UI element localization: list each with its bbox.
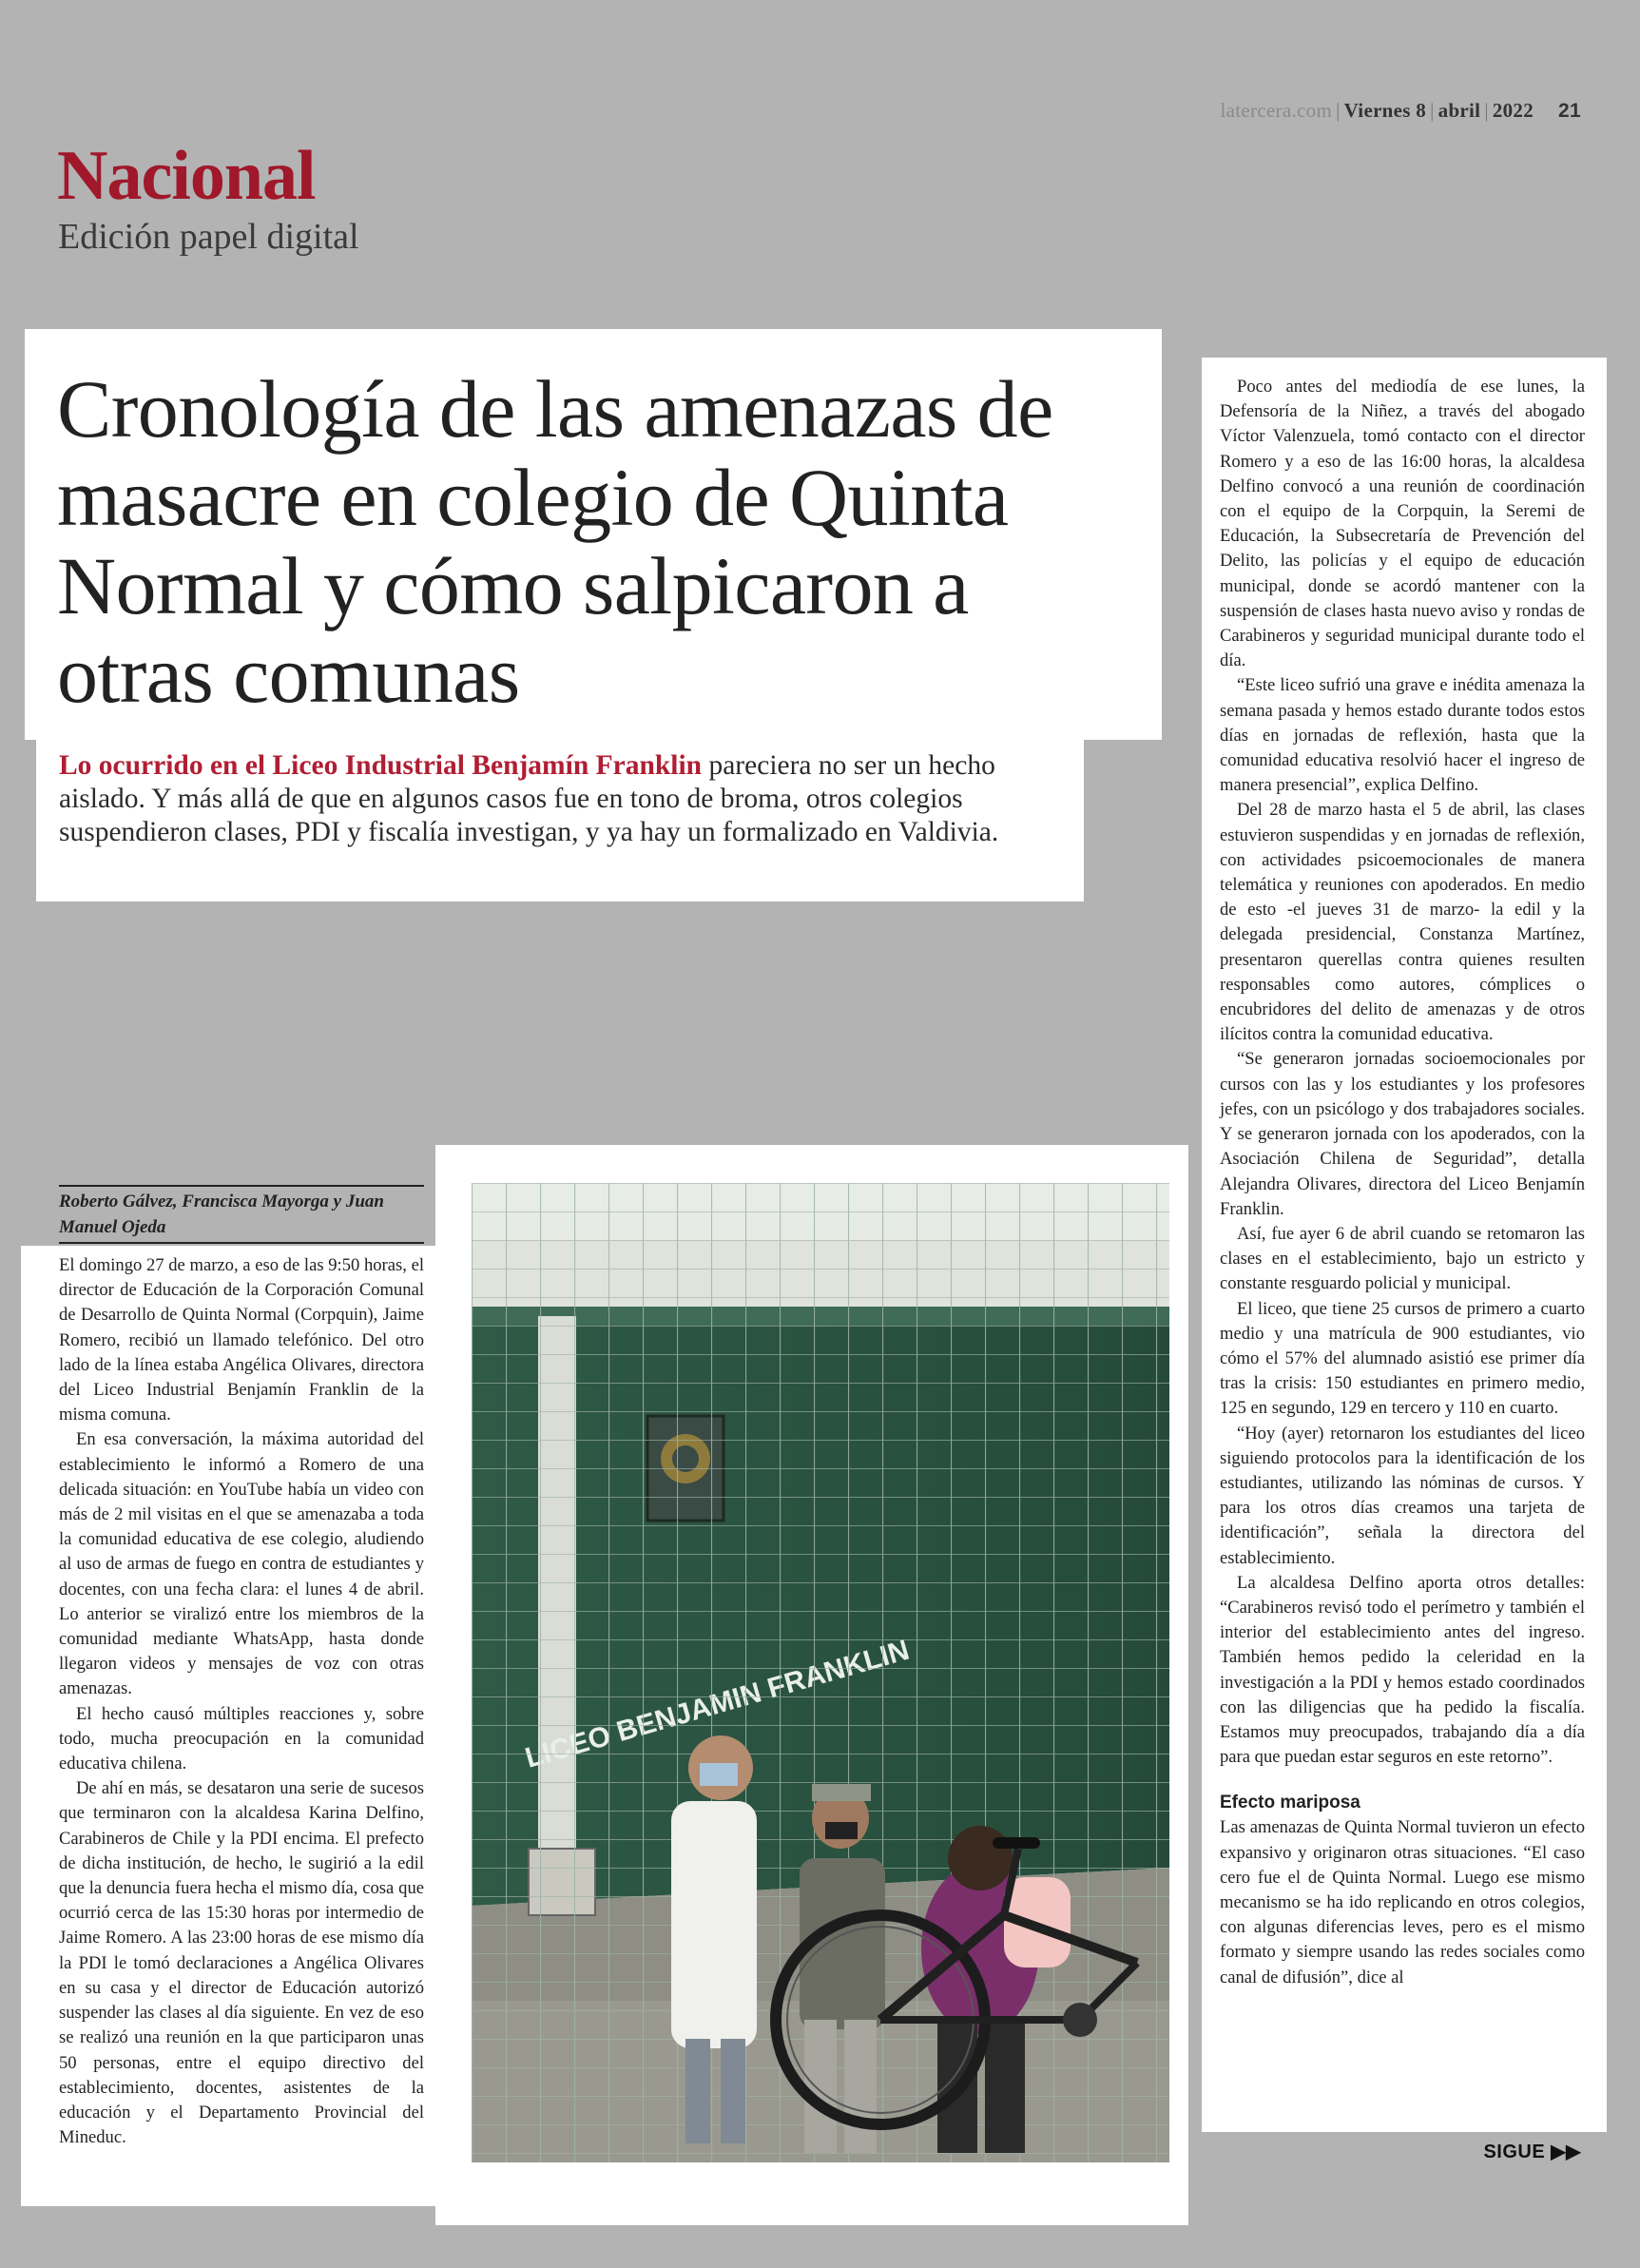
byline: Roberto Gálvez, Francisca Mayorga y Juan Manuel Ojeda [59,1185,424,1244]
article-photo [472,1183,1169,2162]
article-headline: Cronología de las amenazas de masacre en colegio de Quinta Normal y cómo salpicaron a otras comunas [57,363,1053,720]
paragraph: Así, fue ayer 6 de abril cuando se retomaron las clases en el establecimiento, bajo un estricto y constante resguardo policial y municipal. [1220,1223,1585,1294]
left-column [59,1253,424,2150]
paragraph: De ahí en más, se desataron una serie de sucesos que terminaron con la alcaldesa Karina Delfino, Carabineros de Chile y la PDI encima. El prefecto de dicha institución, de hecho, le sugirió a la edil que la denuncia fuera hecha el mismo día, cosa que ocurrió cerca de las 15:30 horas por intermedio de Jaime Romero. A las 23:00 horas de ese mismo día la PDI le tomó declaraciones a Angélica Olivares en su casa y el director de Educación autorizó suspender las clases al día siguiente. En vez de eso se realizó una reunión en la que participaron unas 50 personas, entre el equipo directivo del establecimiento, docentes, asistentes de la educación y el Departamento Provincial del Mineduc. [59,1778,424,2148]
paragraph: El liceo, que tiene 25 cursos de primero a cuarto medio y una matrícula de 900 estudiantes, vio cómo el 57% del alumnado asistió ese primer día tras la crisis: 150 estudiantes en primero medio, 125 en segundo, 129 en tercero y 110 en cuarto. [1220,1298,1585,1419]
paragraph: “Este liceo sufrió una grave e inédita amenaza la semana pasada y hemos estado durante todos estos días en jornadas de reflexión, hasta que la comunidad educativa resolvió hacer el ingreso de manera presencial”, explica Delfino. [1220,675,1585,796]
site-name: latercera.com [1220,99,1333,122]
paragraph: El hecho causó múltiples reacciones y, sobre todo, mucha preocupación en la comunidad educativa chilena. [59,1703,424,1774]
date-day: Viernes 8 [1343,99,1427,122]
lede-text: pareciera no ser un hecho aislado. Y más allá de que en algunos casos fue en tono de broma, otros colegios suspendieron clases, PDI y fiscalía investigan, y ya hay un formalizado en Valdivia. [59,750,999,847]
paragraph: “Se generaron jornadas socioemocionales por cursos con las y los estudiantes y los profesores jefes, con un psicólogo y dos trabajadores sociales. Y se generaron jornada con los apoderados, con la Asociación Chilena de Seguridad”, detalla Alejandra Olivares, directora del Liceo Benjamín Franklin. [1220,1049,1585,1219]
date-year: 2022 [1492,99,1534,122]
lede-highlight: Lo ocurrido en el Liceo Industrial Benjamín Franklin [59,750,703,781]
paragraph: La alcaldesa Delfino aporta otros detalles: “Carabineros revisó todo el perímetro y también el interior del establecimiento antes del ingreso. También hemos pedido la celeridad en la investigación a la PDI y hemos estado coordinados con las diligencias que ha pedido la fiscalía. Estamos muy preocupados, trabajando día a día para que puedan estar seguros en este retorno”. [1220,1572,1585,1768]
paragraph: “Hoy (ayer) retornaron los estudiantes del liceo siguiendo protocolos para la identificación de los estudiantes, utilizando las nóminas de cursos. Y para los otros días creamos una tarjeta de identificación”, señala la directora del establecimiento. [1220,1423,1585,1568]
date-month: abril [1437,99,1481,122]
section-title: Nacional [57,137,316,215]
right-column [1220,375,1585,1990]
paragraph: Del 28 de marzo hasta el 5 de abril, las clases estuvieron suspendidas y en jornadas de reflexión, con actividades psicoemocionales de manera telemática y reuniones con apoderados. En medio de esto -el jueves 31 de marzo- la edil y la delegada presidencial, Constanza Martínez, presentaron querellas contra quienes resulten responsables como autores, cómplices o encubridores del delito de amenazas y de otros ilícitos contra la comunidad educativa. [1220,800,1585,1045]
paragraph: El domingo 27 de marzo, a eso de las 9:50 horas, el director de Educación de la Corporación Comunal de Desarrollo de Quinta Normal (Corpquin), Jaime Romero, recibió un llamado telefónico. Del otro lado de la línea estaba Angélica Olivares, directora del Liceo Industrial Benjamín Franklin de la misma comuna. [59,1255,424,1425]
masthead: latercera.com | Viernes 8 | abril | 2022 21 [1220,99,1581,122]
continue-marker: SIGUE ▶▶ [1483,2142,1581,2162]
article-lede [59,749,1076,849]
paragraph: Las amenazas de Quinta Normal tuvieron un efecto expansivo y originaron otras situaciones. “El caso cero fue el de Quinta Normal. Luego ese mismo mecanismo se ha ido replicando en otros colegios, con algunas diferencias leves, pero es el mismo formato y siempre usando las redes sociales como canal de difusión”, dice al [1220,1817,1585,1987]
paragraph: En esa conversación, la máxima autoridad del establecimiento le informó a Romero de una delicada situación: en YouTube había un video con más de 2 mil visitas en el que se amenazaba a toda la comunidad educativa de ese colegio, aludiendo al uso de armas de fuego en contra de estudiantes y docentes, con una fecha clara: el lunes 4 de abril. Lo anterior se viralizó entre los miembros de la comunidad mediante WhatsApp, hasta donde llegaron videos y mensajes de voz con otras amenazas. [59,1429,424,1699]
paragraph: Poco antes del mediodía de ese lunes, la Defensoría de la Niñez, a través del abogado Víctor Valenzuela, tomó contacto con el director Romero y a eso de las 16:00 horas, la alcaldesa Delfino convocó a una reunión de coordinación con el equipo de la Corpquin, la Seremi de Educación, la Subsecretaría de Prevención del Delito, las policías y el equipo de educación municipal, donde se acordó mantener con la suspensión de clases hasta nuevo aviso y rondas de Carabineros y seguridad municipal durante todo el día. [1220,377,1585,671]
section-subtitle: Edición papel digital [58,217,359,257]
page-number: 21 [1558,100,1581,122]
section-subhead: Efecto mariposa [1220,1793,1360,1813]
